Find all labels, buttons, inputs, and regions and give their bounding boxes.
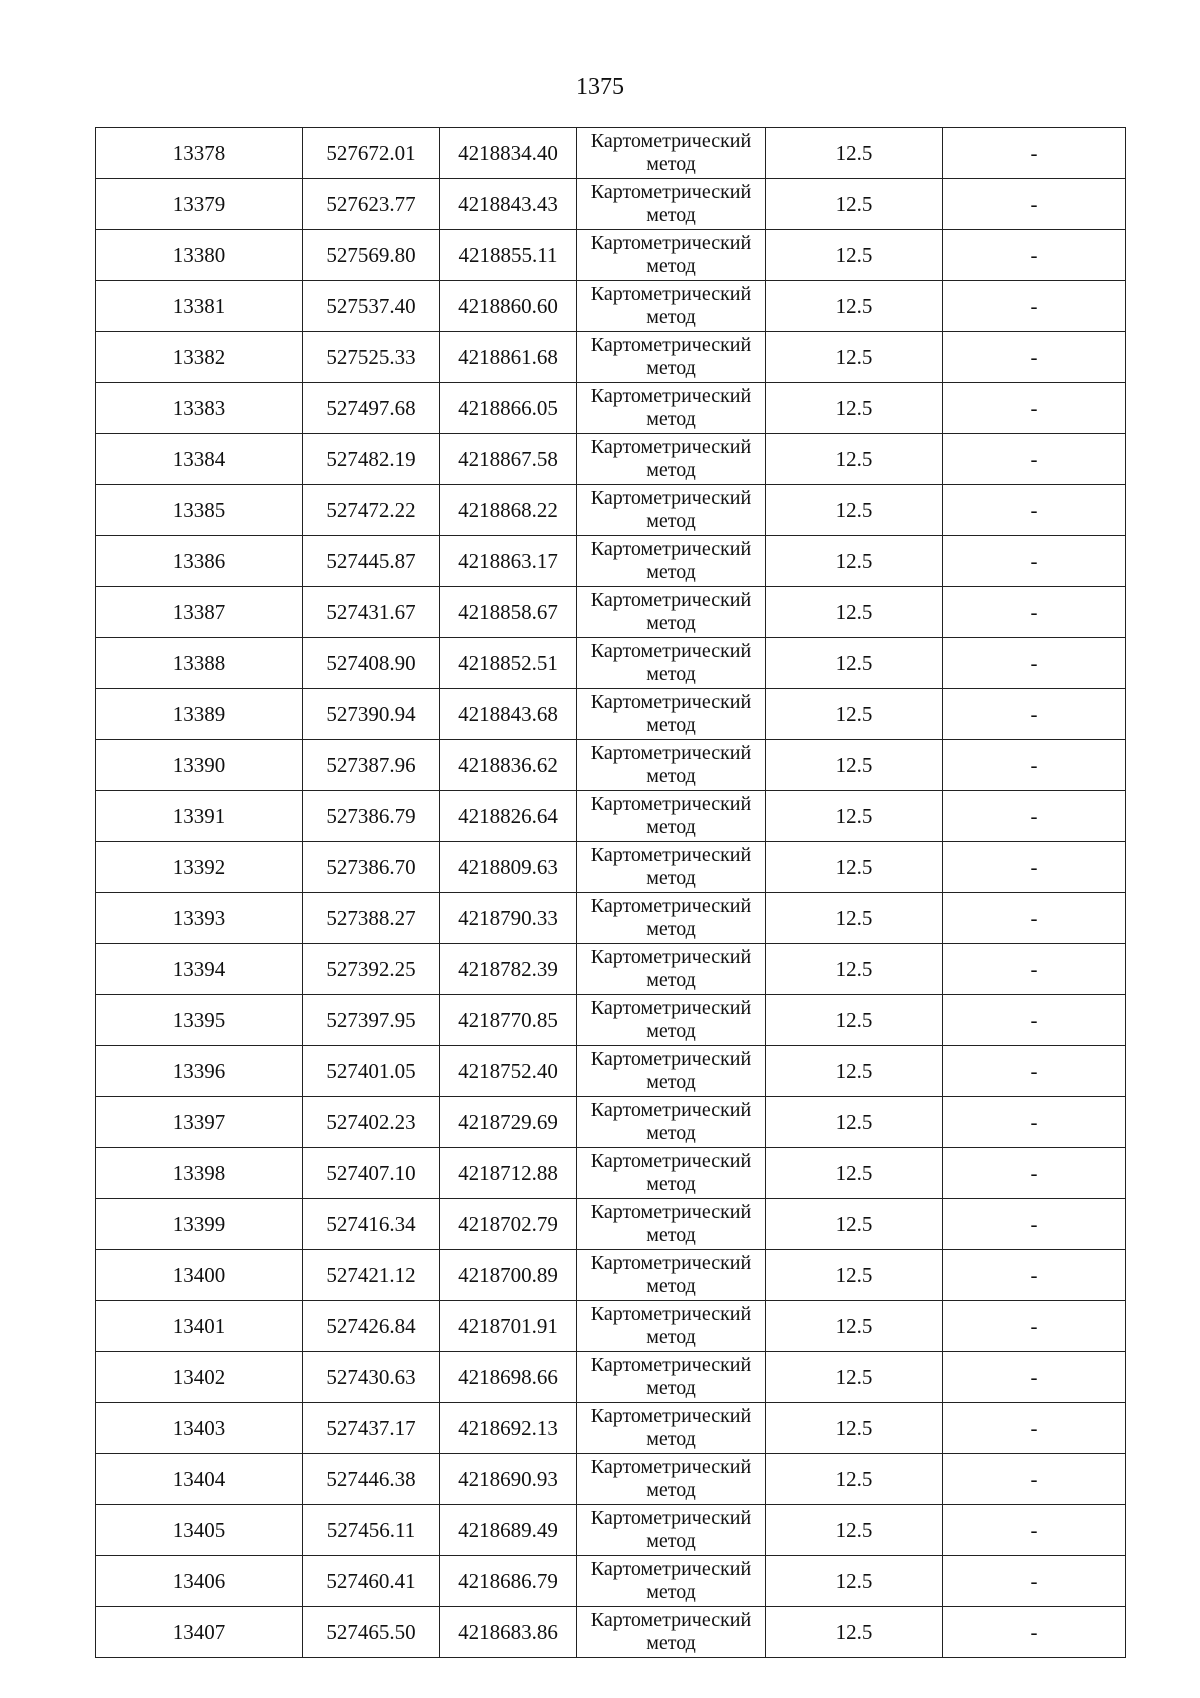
point-number-cell: 13394 [96, 944, 303, 995]
y-coordinate-cell: 4218689.49 [440, 1505, 577, 1556]
method-line-1: Картометрический [590, 1201, 752, 1223]
method-cell [577, 281, 766, 332]
method-line-2: метод [646, 1173, 696, 1195]
x-coordinate-cell: 527525.33 [303, 332, 440, 383]
table-row [96, 1148, 1126, 1199]
method-line-2: метод [646, 357, 696, 379]
x-coordinate-cell: 527402.23 [303, 1097, 440, 1148]
accuracy-cell: 12.5 [766, 281, 943, 332]
table-row [96, 893, 1126, 944]
method-line-2: метод [646, 510, 696, 532]
description-cell: - [943, 536, 1126, 587]
y-coordinate-cell: 4218701.91 [440, 1301, 577, 1352]
description-cell: - [943, 230, 1126, 281]
y-coordinate-cell: 4218834.40 [440, 128, 577, 179]
method-line-1: Картометрический [590, 1405, 752, 1427]
description-cell: - [943, 1301, 1126, 1352]
method-line-2: метод [646, 204, 696, 226]
table-row [96, 1454, 1126, 1505]
description-cell: - [943, 587, 1126, 638]
method-line-1: Картометрический [590, 1150, 752, 1172]
point-number-cell: 13399 [96, 1199, 303, 1250]
method-line-1: Картометрический [590, 1354, 752, 1376]
table-row [96, 1301, 1126, 1352]
method-line-2: метод [646, 153, 696, 175]
x-coordinate-cell: 527460.41 [303, 1556, 440, 1607]
point-number-cell: 13383 [96, 383, 303, 434]
x-coordinate-cell: 527421.12 [303, 1250, 440, 1301]
table-row [96, 485, 1126, 536]
table-row [96, 128, 1126, 179]
description-cell: - [943, 1403, 1126, 1454]
accuracy-cell: 12.5 [766, 1250, 943, 1301]
description-cell: - [943, 842, 1126, 893]
method-cell [577, 1301, 766, 1352]
method-line-1: Картометрический [590, 1609, 752, 1631]
y-coordinate-cell: 4218683.86 [440, 1607, 577, 1658]
x-coordinate-cell: 527437.17 [303, 1403, 440, 1454]
table-row [96, 1556, 1126, 1607]
description-cell: - [943, 434, 1126, 485]
y-coordinate-cell: 4218782.39 [440, 944, 577, 995]
method-line-2: метод [646, 1428, 696, 1450]
table-row [96, 1097, 1126, 1148]
method-line-1: Картометрический [590, 691, 752, 713]
point-number-cell: 13404 [96, 1454, 303, 1505]
method-line-1: Картометрический [590, 895, 752, 917]
method-cell [577, 995, 766, 1046]
accuracy-cell: 12.5 [766, 536, 943, 587]
accuracy-cell: 12.5 [766, 1505, 943, 1556]
x-coordinate-cell: 527537.40 [303, 281, 440, 332]
x-coordinate-cell: 527569.80 [303, 230, 440, 281]
method-line-2: метод [646, 255, 696, 277]
table-row [96, 791, 1126, 842]
description-cell: - [943, 1046, 1126, 1097]
table-row [96, 1505, 1126, 1556]
x-coordinate-cell: 527456.11 [303, 1505, 440, 1556]
method-cell [577, 1403, 766, 1454]
method-cell [577, 842, 766, 893]
y-coordinate-cell: 4218692.13 [440, 1403, 577, 1454]
y-coordinate-cell: 4218861.68 [440, 332, 577, 383]
method-line-1: Картометрический [590, 1099, 752, 1121]
method-line-1: Картометрический [590, 640, 752, 662]
accuracy-cell: 12.5 [766, 587, 943, 638]
accuracy-cell: 12.5 [766, 740, 943, 791]
x-coordinate-cell: 527445.87 [303, 536, 440, 587]
x-coordinate-cell: 527446.38 [303, 1454, 440, 1505]
point-number-cell: 13388 [96, 638, 303, 689]
method-line-1: Картометрический [590, 1456, 752, 1478]
point-number-cell: 13379 [96, 179, 303, 230]
method-cell [577, 1505, 766, 1556]
table-body [96, 128, 1126, 1658]
accuracy-cell: 12.5 [766, 383, 943, 434]
accuracy-cell: 12.5 [766, 434, 943, 485]
method-cell [577, 689, 766, 740]
table-row [96, 995, 1126, 1046]
method-cell [577, 230, 766, 281]
description-cell: - [943, 485, 1126, 536]
description-cell: - [943, 128, 1126, 179]
method-line-2: метод [646, 1224, 696, 1246]
method-cell [577, 1607, 766, 1658]
accuracy-cell: 12.5 [766, 842, 943, 893]
method-line-1: Картометрический [590, 589, 752, 611]
method-line-2: метод [646, 612, 696, 634]
method-line-1: Картометрический [590, 1558, 752, 1580]
table-row [96, 1403, 1126, 1454]
method-line-1: Картометрический [590, 1507, 752, 1529]
x-coordinate-cell: 527426.84 [303, 1301, 440, 1352]
y-coordinate-cell: 4218863.17 [440, 536, 577, 587]
x-coordinate-cell: 527401.05 [303, 1046, 440, 1097]
method-line-2: метод [646, 765, 696, 787]
method-cell [577, 1556, 766, 1607]
method-line-2: метод [646, 867, 696, 889]
method-line-1: Картометрический [590, 1252, 752, 1274]
table-row [96, 536, 1126, 587]
y-coordinate-cell: 4218826.64 [440, 791, 577, 842]
description-cell: - [943, 1352, 1126, 1403]
y-coordinate-cell: 4218790.33 [440, 893, 577, 944]
table-row [96, 740, 1126, 791]
method-cell [577, 179, 766, 230]
method-line-2: метод [646, 459, 696, 481]
method-line-1: Картометрический [590, 232, 752, 254]
method-cell [577, 1352, 766, 1403]
accuracy-cell: 12.5 [766, 944, 943, 995]
description-cell: - [943, 638, 1126, 689]
page-number: 1375 [576, 74, 624, 100]
method-cell [577, 434, 766, 485]
method-line-2: метод [646, 1020, 696, 1042]
point-number-cell: 13386 [96, 536, 303, 587]
table-row [96, 1199, 1126, 1250]
x-coordinate-cell: 527386.70 [303, 842, 440, 893]
table-row [96, 179, 1126, 230]
x-coordinate-cell: 527482.19 [303, 434, 440, 485]
method-line-1: Картометрический [590, 1303, 752, 1325]
point-number-cell: 13392 [96, 842, 303, 893]
table-row [96, 842, 1126, 893]
description-cell: - [943, 1556, 1126, 1607]
point-number-cell: 13393 [96, 893, 303, 944]
description-cell: - [943, 689, 1126, 740]
table-row [96, 332, 1126, 383]
x-coordinate-cell: 527390.94 [303, 689, 440, 740]
y-coordinate-cell: 4218855.11 [440, 230, 577, 281]
y-coordinate-cell: 4218698.66 [440, 1352, 577, 1403]
x-coordinate-cell: 527431.67 [303, 587, 440, 638]
accuracy-cell: 12.5 [766, 893, 943, 944]
accuracy-cell: 12.5 [766, 128, 943, 179]
point-number-cell: 13381 [96, 281, 303, 332]
accuracy-cell: 12.5 [766, 485, 943, 536]
y-coordinate-cell: 4218729.69 [440, 1097, 577, 1148]
x-coordinate-cell: 527623.77 [303, 179, 440, 230]
method-cell [577, 791, 766, 842]
method-cell [577, 1097, 766, 1148]
point-number-cell: 13402 [96, 1352, 303, 1403]
method-cell [577, 485, 766, 536]
method-line-2: метод [646, 1377, 696, 1399]
description-cell: - [943, 383, 1126, 434]
y-coordinate-cell: 4218712.88 [440, 1148, 577, 1199]
x-coordinate-cell: 527386.79 [303, 791, 440, 842]
method-line-2: метод [646, 561, 696, 583]
point-number-cell: 13387 [96, 587, 303, 638]
table-row [96, 689, 1126, 740]
method-line-2: метод [646, 1581, 696, 1603]
point-number-cell: 13403 [96, 1403, 303, 1454]
y-coordinate-cell: 4218868.22 [440, 485, 577, 536]
method-line-1: Картометрический [590, 946, 752, 968]
y-coordinate-cell: 4218700.89 [440, 1250, 577, 1301]
description-cell: - [943, 281, 1126, 332]
x-coordinate-cell: 527430.63 [303, 1352, 440, 1403]
accuracy-cell: 12.5 [766, 791, 943, 842]
method-cell [577, 1046, 766, 1097]
accuracy-cell: 12.5 [766, 1454, 943, 1505]
x-coordinate-cell: 527387.96 [303, 740, 440, 791]
method-line-2: метод [646, 306, 696, 328]
description-cell: - [943, 1199, 1126, 1250]
y-coordinate-cell: 4218752.40 [440, 1046, 577, 1097]
accuracy-cell: 12.5 [766, 1607, 943, 1658]
accuracy-cell: 12.5 [766, 638, 943, 689]
accuracy-cell: 12.5 [766, 332, 943, 383]
description-cell: - [943, 179, 1126, 230]
point-number-cell: 13389 [96, 689, 303, 740]
table-row [96, 1352, 1126, 1403]
coordinates-table [95, 127, 1126, 1658]
point-number-cell: 13405 [96, 1505, 303, 1556]
method-line-1: Картометрический [590, 844, 752, 866]
method-cell [577, 740, 766, 791]
point-number-cell: 13398 [96, 1148, 303, 1199]
description-cell: - [943, 1505, 1126, 1556]
accuracy-cell: 12.5 [766, 230, 943, 281]
method-cell [577, 944, 766, 995]
method-line-2: метод [646, 1071, 696, 1093]
method-cell [577, 332, 766, 383]
accuracy-cell: 12.5 [766, 1352, 943, 1403]
method-line-2: метод [646, 1632, 696, 1654]
accuracy-cell: 12.5 [766, 1097, 943, 1148]
accuracy-cell: 12.5 [766, 1403, 943, 1454]
description-cell: - [943, 1148, 1126, 1199]
y-coordinate-cell: 4218860.60 [440, 281, 577, 332]
method-line-2: метод [646, 969, 696, 991]
point-number-cell: 13391 [96, 791, 303, 842]
x-coordinate-cell: 527408.90 [303, 638, 440, 689]
y-coordinate-cell: 4218858.67 [440, 587, 577, 638]
method-line-1: Картометрический [590, 538, 752, 560]
point-number-cell: 13390 [96, 740, 303, 791]
point-number-cell: 13378 [96, 128, 303, 179]
method-line-2: метод [646, 714, 696, 736]
x-coordinate-cell: 527672.01 [303, 128, 440, 179]
method-line-2: метод [646, 1530, 696, 1552]
x-coordinate-cell: 527472.22 [303, 485, 440, 536]
accuracy-cell: 12.5 [766, 1199, 943, 1250]
table-row [96, 383, 1126, 434]
method-line-1: Картометрический [590, 283, 752, 305]
y-coordinate-cell: 4218843.43 [440, 179, 577, 230]
y-coordinate-cell: 4218702.79 [440, 1199, 577, 1250]
y-coordinate-cell: 4218836.62 [440, 740, 577, 791]
table-row [96, 638, 1126, 689]
method-cell [577, 536, 766, 587]
method-line-1: Картометрический [590, 385, 752, 407]
x-coordinate-cell: 527392.25 [303, 944, 440, 995]
method-line-1: Картометрический [590, 181, 752, 203]
point-number-cell: 13407 [96, 1607, 303, 1658]
x-coordinate-cell: 527388.27 [303, 893, 440, 944]
table-row [96, 281, 1126, 332]
point-number-cell: 13401 [96, 1301, 303, 1352]
method-line-1: Картометрический [590, 334, 752, 356]
method-line-2: метод [646, 1479, 696, 1501]
x-coordinate-cell: 527416.34 [303, 1199, 440, 1250]
method-cell [577, 1148, 766, 1199]
table-row [96, 1607, 1126, 1658]
y-coordinate-cell: 4218686.79 [440, 1556, 577, 1607]
y-coordinate-cell: 4218690.93 [440, 1454, 577, 1505]
table-row [96, 587, 1126, 638]
method-line-1: Картометрический [590, 487, 752, 509]
description-cell: - [943, 1250, 1126, 1301]
method-line-2: метод [646, 1122, 696, 1144]
method-line-2: метод [646, 1326, 696, 1348]
method-cell [577, 1250, 766, 1301]
y-coordinate-cell: 4218770.85 [440, 995, 577, 1046]
method-line-2: метод [646, 816, 696, 838]
x-coordinate-cell: 527497.68 [303, 383, 440, 434]
method-cell [577, 587, 766, 638]
point-number-cell: 13384 [96, 434, 303, 485]
method-line-2: метод [646, 1275, 696, 1297]
y-coordinate-cell: 4218866.05 [440, 383, 577, 434]
accuracy-cell: 12.5 [766, 995, 943, 1046]
point-number-cell: 13395 [96, 995, 303, 1046]
point-number-cell: 13396 [96, 1046, 303, 1097]
description-cell: - [943, 893, 1126, 944]
method-line-1: Картометрический [590, 793, 752, 815]
method-cell [577, 893, 766, 944]
x-coordinate-cell: 527397.95 [303, 995, 440, 1046]
method-cell [577, 638, 766, 689]
table-row [96, 944, 1126, 995]
description-cell: - [943, 791, 1126, 842]
table-row [96, 1046, 1126, 1097]
method-line-1: Картометрический [590, 742, 752, 764]
method-line-1: Картометрический [590, 1048, 752, 1070]
point-number-cell: 13382 [96, 332, 303, 383]
method-cell [577, 128, 766, 179]
method-line-1: Картометрический [590, 130, 752, 152]
y-coordinate-cell: 4218867.58 [440, 434, 577, 485]
method-line-2: метод [646, 918, 696, 940]
accuracy-cell: 12.5 [766, 1148, 943, 1199]
accuracy-cell: 12.5 [766, 179, 943, 230]
description-cell: - [943, 995, 1126, 1046]
point-number-cell: 13406 [96, 1556, 303, 1607]
accuracy-cell: 12.5 [766, 1046, 943, 1097]
point-number-cell: 13397 [96, 1097, 303, 1148]
y-coordinate-cell: 4218843.68 [440, 689, 577, 740]
description-cell: - [943, 740, 1126, 791]
description-cell: - [943, 1454, 1126, 1505]
table-row [96, 230, 1126, 281]
table-row [96, 1250, 1126, 1301]
x-coordinate-cell: 527465.50 [303, 1607, 440, 1658]
point-number-cell: 13385 [96, 485, 303, 536]
accuracy-cell: 12.5 [766, 689, 943, 740]
method-line-2: метод [646, 408, 696, 430]
table-row [96, 434, 1126, 485]
method-cell [577, 1454, 766, 1505]
y-coordinate-cell: 4218809.63 [440, 842, 577, 893]
y-coordinate-cell: 4218852.51 [440, 638, 577, 689]
method-line-1: Картометрический [590, 436, 752, 458]
method-cell [577, 1199, 766, 1250]
description-cell: - [943, 944, 1126, 995]
method-line-2: метод [646, 663, 696, 685]
description-cell: - [943, 1097, 1126, 1148]
method-line-1: Картометрический [590, 997, 752, 1019]
accuracy-cell: 12.5 [766, 1556, 943, 1607]
description-cell: - [943, 332, 1126, 383]
method-cell [577, 383, 766, 434]
accuracy-cell: 12.5 [766, 1301, 943, 1352]
point-number-cell: 13380 [96, 230, 303, 281]
description-cell: - [943, 1607, 1126, 1658]
x-coordinate-cell: 527407.10 [303, 1148, 440, 1199]
point-number-cell: 13400 [96, 1250, 303, 1301]
